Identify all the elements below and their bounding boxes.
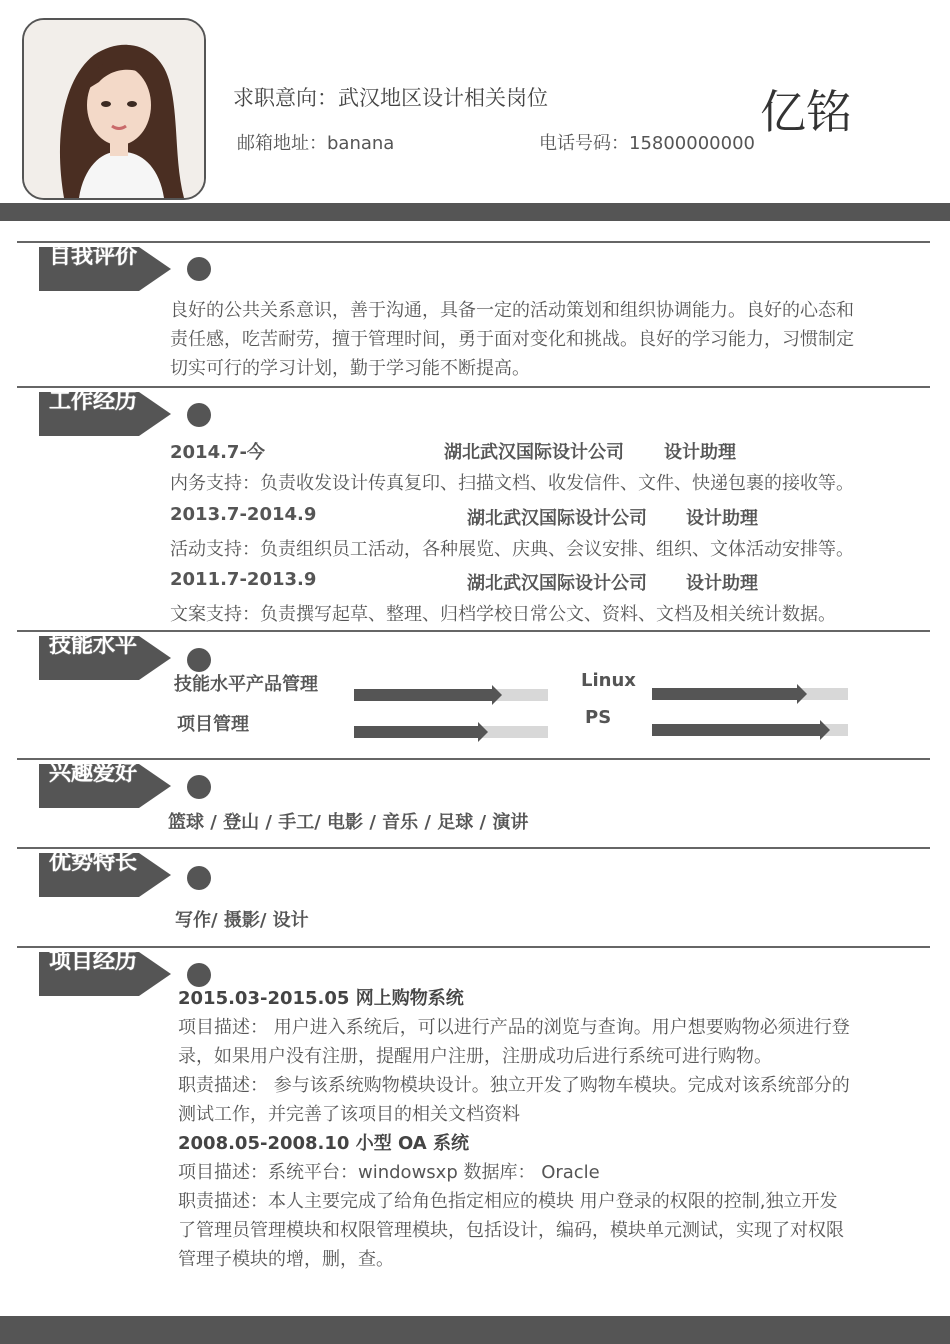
bullet-dot (187, 866, 211, 890)
candidate-name: 亿铭 (760, 85, 852, 139)
paragraph-line: 测试工作，并完善了该项目的相关文档资料 (178, 1104, 520, 1125)
work-description: 活动支持：负责组织员工活动，各种展览、庆典、会议安排、组织、文体活动安排等。 (170, 539, 854, 560)
bottom-divider-bar (0, 1316, 950, 1344)
section-title-projects: 项目经历 (49, 949, 138, 974)
skill-name: 项目管理 (177, 714, 249, 735)
portrait-image (24, 20, 204, 198)
projects-content (178, 984, 850, 1274)
skill-level-arrow (478, 722, 488, 742)
work-description: 内务支持：负责收发设计传真复印、扫描文档、收发信件、文件、快递包裹的接收等。 (170, 473, 854, 494)
section-tag-self (39, 244, 171, 291)
skill-level-bar (652, 724, 848, 736)
skill-name: Linux (581, 670, 636, 691)
work-company: 湖北武汉国际设计公司 (467, 508, 647, 529)
section-title-hobbies: 兴趣爱好 (49, 761, 138, 786)
skill-level-arrow (797, 684, 807, 704)
project-title: 2015.03-2015.05 网上购物系统 (178, 988, 464, 1009)
work-description: 文案支持：负责撰写起草、整理、归档学校日常公文、资料、文档及相关统计数据。 (170, 604, 836, 625)
paragraph-line: 切实可行的学习计划，勤于学习能不断提高。 (170, 358, 530, 379)
top-divider-bar (0, 203, 950, 221)
job-intent: 求职意向：武汉地区设计相关岗位 (233, 86, 548, 110)
work-role: 设计助理 (686, 573, 758, 594)
paragraph-line: 良好的公共关系意识，善于沟通，具备一定的活动策划和组织协调能力。良好的心态和 (170, 300, 854, 321)
work-period: 2013.7-2014.9 (170, 504, 317, 525)
section-rule (17, 630, 930, 632)
section-title-strengths: 优势特长 (49, 850, 138, 875)
skill-level-fill (354, 689, 492, 701)
skill-level-arrow (492, 685, 502, 705)
project-title: 2008.05-2008.10 小型 OA 系统 (178, 1133, 469, 1154)
profile-photo (22, 18, 206, 200)
skill-level-bar (652, 688, 848, 700)
skill-level-fill (652, 688, 797, 700)
section-tag-strengths (39, 850, 171, 897)
section-rule (17, 758, 930, 760)
paragraph-line: 录，如果用户没有注册，提醒用户注册，注册成功后进行系统可进行购物。 (178, 1046, 772, 1067)
paragraph-line: 项目描述： 用户进入系统后，可以进行产品的浏览与查询。用户想要购物必须进行登 (178, 1017, 850, 1038)
skill-name: PS (585, 707, 612, 728)
work-company: 湖北武汉国际设计公司 (467, 573, 647, 594)
paragraph-line: 职责描述：本人主要完成了给角色指定相应的模块 用户登录的权限的控制,独立开发 (178, 1191, 838, 1212)
paragraph-line: 职责描述： 参与该系统购物模块设计。独立开发了购物车模块。完成对该系统部分的 (178, 1075, 850, 1096)
bullet-dot (187, 648, 211, 672)
skill-level-bar (354, 726, 548, 738)
section-rule (17, 946, 930, 948)
skill-level-fill (652, 724, 820, 736)
section-title-self: 自我评价 (49, 244, 138, 269)
bullet-dot (187, 403, 211, 427)
work-period: 2014.7-今 (170, 442, 265, 463)
section-rule (17, 386, 930, 388)
work-role: 设计助理 (686, 508, 758, 529)
work-role: 设计助理 (664, 442, 736, 463)
self-evaluation-text (170, 296, 854, 383)
section-rule (17, 847, 930, 849)
section-rule (17, 241, 930, 243)
strengths-text: 写作/ 摄影/ 设计 (175, 910, 309, 931)
section-title-work: 工作经历 (49, 389, 138, 414)
bullet-dot (187, 775, 211, 799)
skill-level-fill (354, 726, 478, 738)
skill-level-arrow (820, 720, 830, 740)
paragraph-line: 了管理员管理模块和权限管理模块，包括设计，编码，模块单元测试，实现了对权限 (178, 1220, 844, 1241)
work-company: 湖北武汉国际设计公司 (444, 442, 624, 463)
phone-text: 电话号码：15800000000 (539, 133, 755, 154)
skill-level-bar (354, 689, 548, 701)
section-tag-skills (39, 633, 171, 680)
section-tag-hobbies (39, 761, 171, 808)
paragraph-line: 管理子模块的增，删，查。 (178, 1249, 394, 1270)
email-text: 邮箱地址：banana (237, 133, 395, 154)
bullet-dot (187, 257, 211, 281)
hobbies-text: 篮球 / 登山 / 手工/ 电影 / 音乐 / 足球 / 演讲 (168, 812, 529, 833)
section-title-skills: 技能水平 (49, 633, 138, 658)
work-period: 2011.7-2013.9 (170, 569, 317, 590)
paragraph-line: 项目描述：系统平台：windowsxp 数据库： Oracle (178, 1162, 600, 1183)
paragraph-line: 责任感，吃苦耐劳，擅于管理时间，勇于面对变化和挑战。良好的学习能力，习惯制定 (170, 329, 854, 350)
skill-name: 技能水平产品管理 (174, 674, 318, 695)
section-tag-work (39, 389, 171, 436)
section-tag-projects (39, 949, 171, 996)
